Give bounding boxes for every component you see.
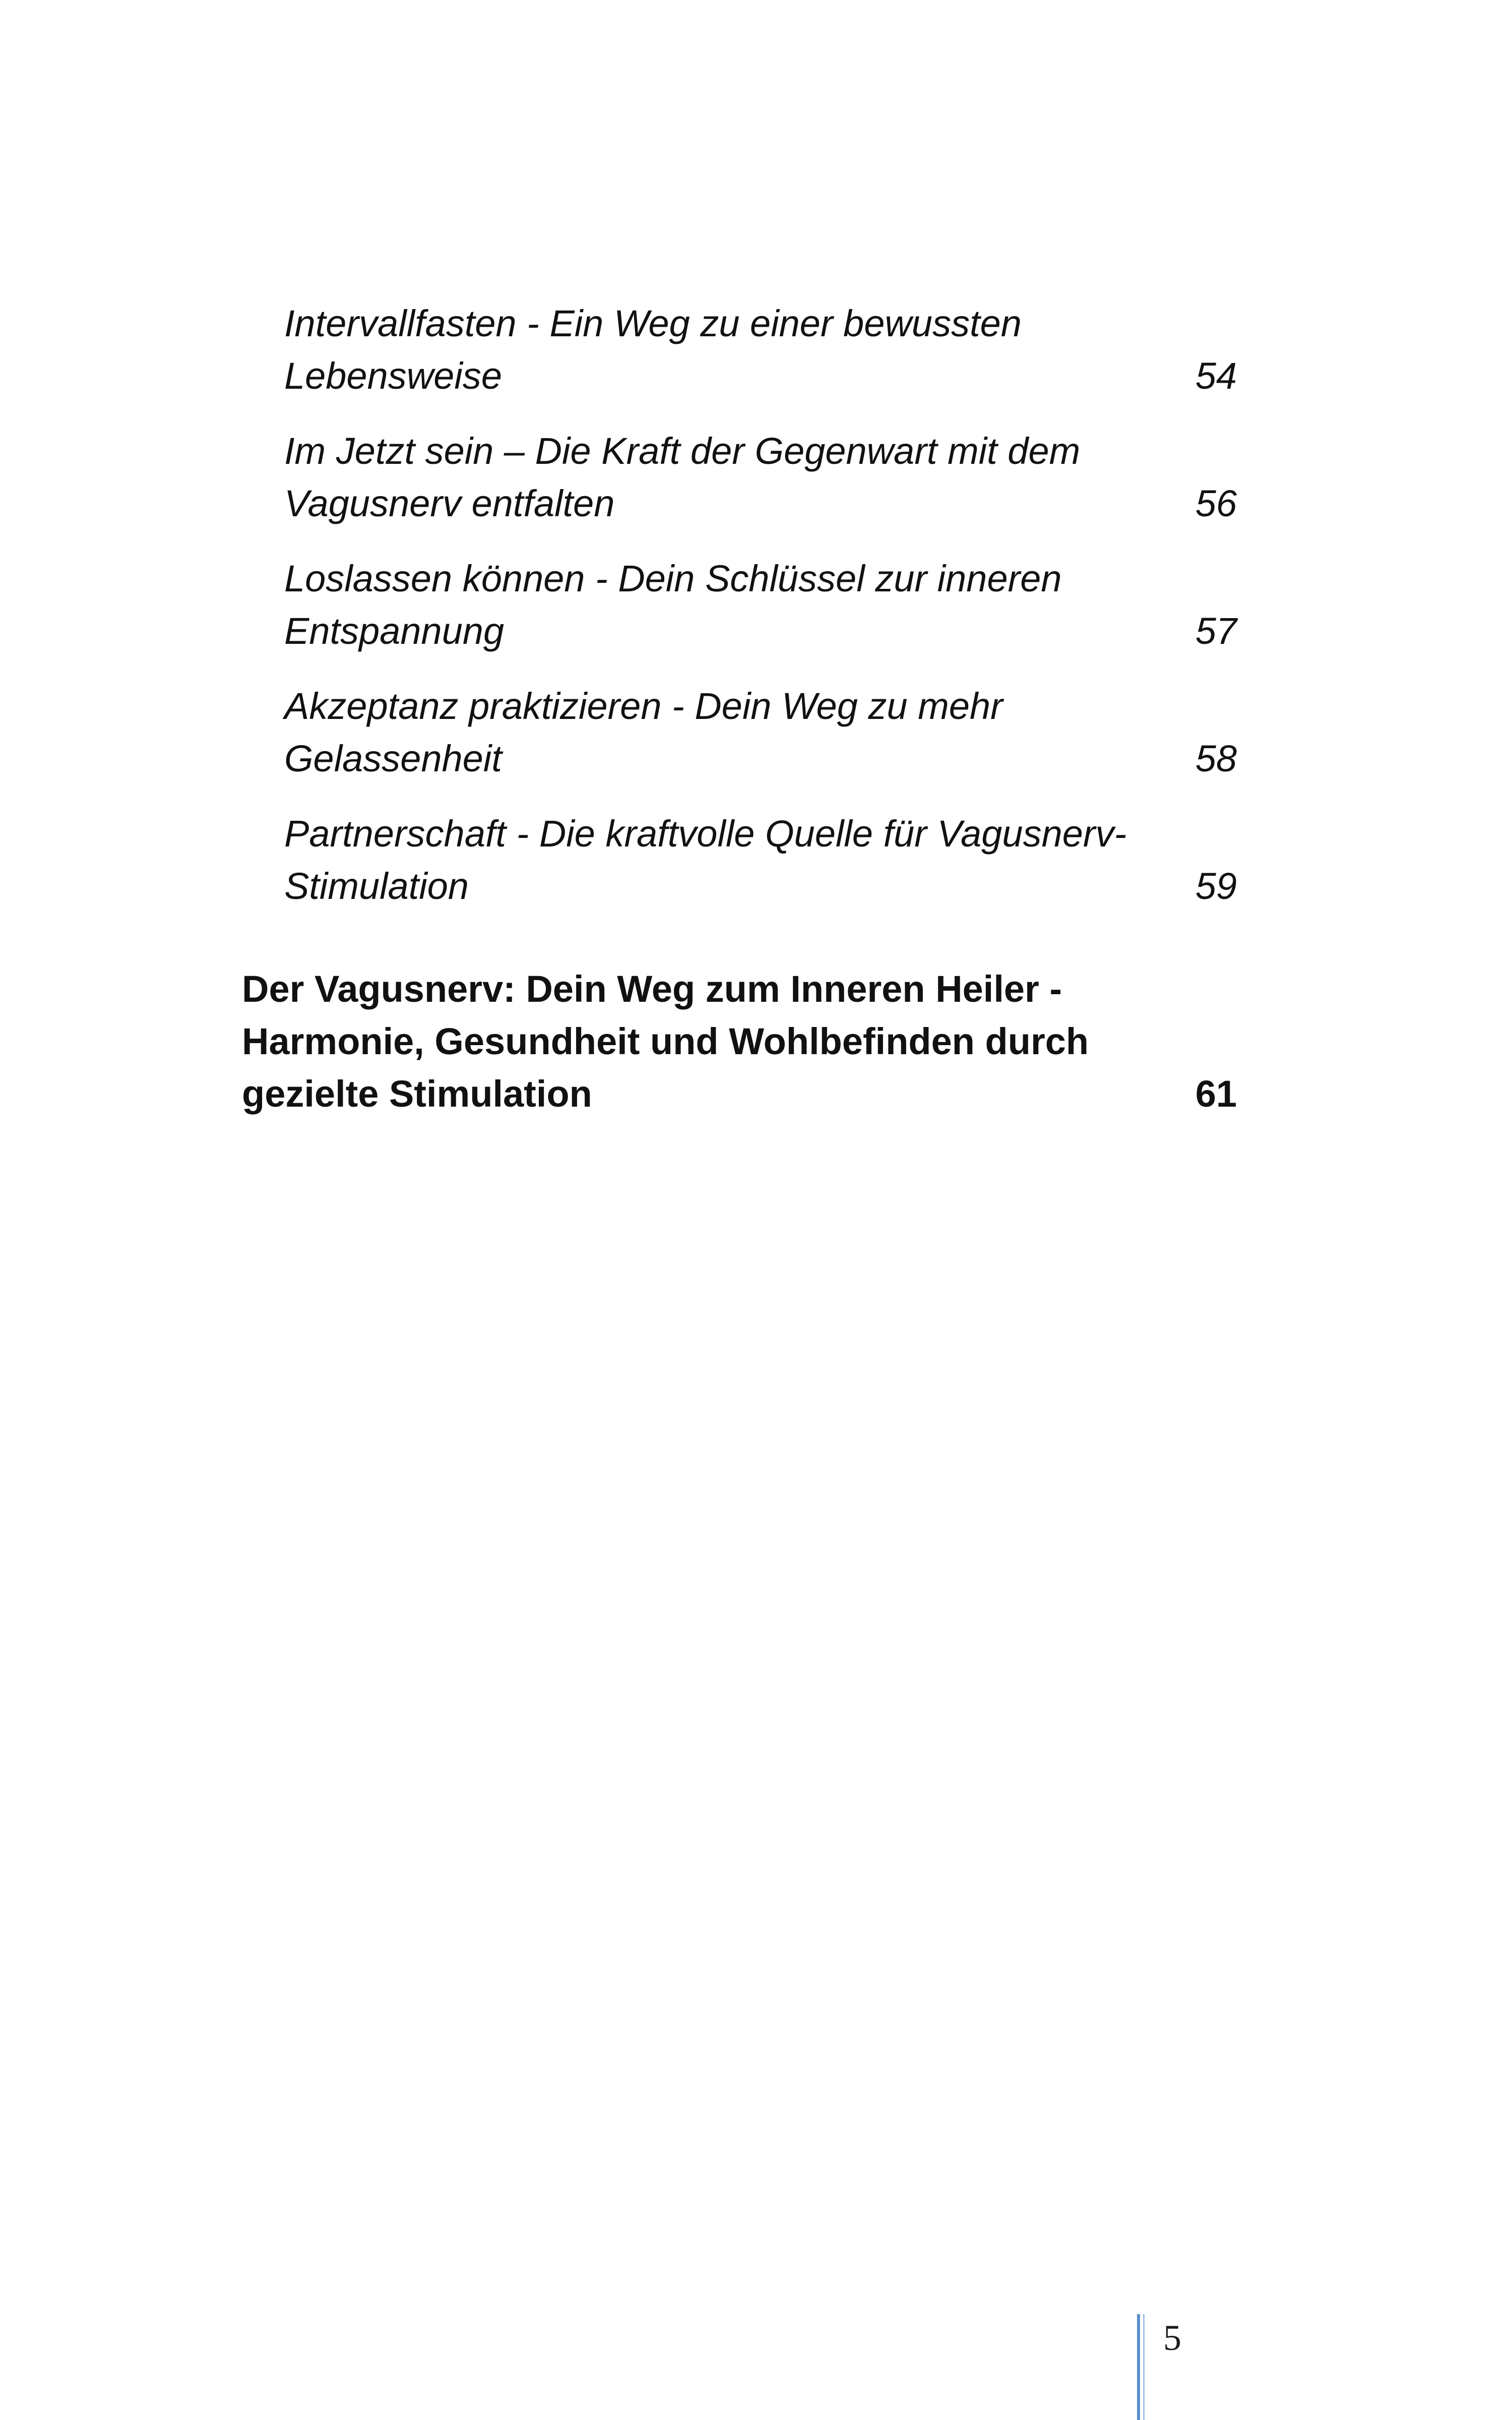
- toc-entry-title-line: Intervallfasten - Ein Weg zu einer bewussten: [284, 302, 1022, 344]
- toc-entry-title-line: Im Jetzt sein – Die Kraft der Gegenwart mit dem: [284, 430, 1081, 472]
- toc-entry-title-line: Partnerschaft - Die kraftvolle Quelle für Vagusnerv-: [284, 813, 1127, 855]
- toc-chapter-title-line: Harmonie, Gesundheit und Wohlbefinden durch: [242, 1020, 1089, 1062]
- toc-entry-title-line: Gelassenheit: [284, 738, 502, 779]
- toc-entry-page-number: 57: [1195, 610, 1237, 652]
- toc-entry-partnerschaft[interactable]: [284, 808, 1237, 913]
- toc-entry-title-line: Entspannung: [284, 610, 505, 652]
- toc-entry-page-number: 56: [1195, 482, 1237, 524]
- toc-chapter-page-number: 61: [1195, 1073, 1237, 1115]
- toc-chapter-vagusnerv[interactable]: [242, 963, 1237, 1120]
- toc-entry-page-number: 59: [1195, 865, 1237, 907]
- toc-entry-loslassen[interactable]: [284, 553, 1237, 657]
- toc-chapter-title-line: gezielte Stimulation: [242, 1073, 592, 1115]
- toc-entry-akzeptanz[interactable]: [284, 680, 1237, 785]
- toc-entry-title-line: Vagusnerv entfalten: [284, 482, 615, 524]
- toc-entry-page-number: 54: [1195, 355, 1237, 397]
- toc-entry-title-line: Akzeptanz praktizieren - Dein Weg zu mehr: [284, 685, 1003, 727]
- footer-rule: [1137, 2314, 1140, 2420]
- page-footer: [1137, 2314, 1339, 2420]
- toc-entry-title-line: Loslassen können - Dein Schlüssel zur inneren: [284, 558, 1062, 599]
- toc-entry-title-line: Lebensweise: [284, 355, 502, 397]
- toc-entry-im-jetzt-sein[interactable]: [284, 425, 1237, 530]
- toc-chapter-title-line: Der Vagusnerv: Dein Weg zum Inneren Heiler -: [242, 968, 1062, 1010]
- toc-entry-page-number: 58: [1195, 738, 1237, 779]
- footer-rule-secondary: [1143, 2314, 1145, 2420]
- page-number: 5: [1163, 2318, 1181, 2358]
- toc-entry-title-line: Stimulation: [284, 865, 469, 907]
- toc-entry-intervallfasten[interactable]: [284, 297, 1237, 402]
